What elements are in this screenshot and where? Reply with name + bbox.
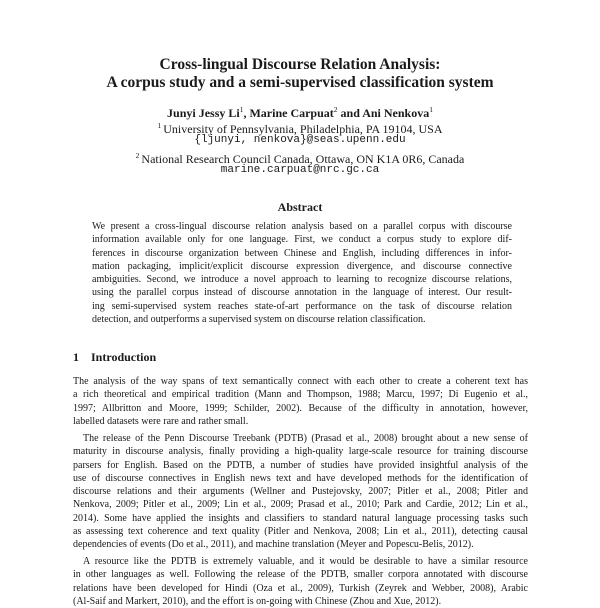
abstract-line: mation packaging, implicit/explicit discourse expression divergence, and discourse connective bbox=[92, 260, 512, 272]
author-affiliation-marker: 1 bbox=[239, 105, 244, 114]
author-separator: , bbox=[243, 106, 250, 120]
paragraph-line: dependencies of events (Do et al., 2011), and machine translation (Meyer and Popescu-Belis, 2012). bbox=[73, 539, 474, 551]
section-heading-introduction bbox=[73, 350, 156, 365]
paragraph-line: as assessing text coherence and text quality (Pitler and Nenkova, 2008; Lin et al., 2011), detecting causal bbox=[73, 526, 528, 538]
intro-paragraph-2 bbox=[73, 432, 528, 552]
paragraph-line: The release of the Penn Discourse Treebank (PDTB) (Prasad et al., 2008) brought about a new sense of bbox=[83, 433, 528, 444]
author-separator: and bbox=[337, 106, 363, 120]
paragraph-line: use of discourse connectives in English news text and have developed methods for the identification of bbox=[73, 472, 528, 484]
paragraph-line: A resource like the PDTB is extremely valuable, and it would be desirable to have a similar resource bbox=[83, 556, 528, 567]
paragraph-line: in other languages as well. Following the release of the PDTB, smaller corpora annotated with discourse bbox=[73, 569, 528, 581]
paper-title-line-1: Cross-lingual Discourse Relation Analysis: bbox=[159, 56, 441, 73]
section-number: 1 bbox=[73, 350, 79, 364]
paragraph-line: discourse relations and their arguments (Wellner and Pustejovsky, 2007; Pitler et al., 2008; Pitler and bbox=[73, 486, 528, 498]
paragraph-line: 2014). Some have applied the insights and classifiers to standard natural language processing tasks such bbox=[73, 512, 528, 524]
author-affiliation-marker: 1 bbox=[429, 105, 433, 114]
paragraph-line: parsers for English. Based on the PDTB, a number of studies have provided insightful analysis of the bbox=[73, 459, 528, 471]
abstract-line: ambiguities. Second, we introduce a novel approach to learning to recognize discourse relations, bbox=[92, 274, 512, 286]
abstract-line: We present a cross-lingual discourse relation analysis based on a parallel corpus with discourse bbox=[92, 221, 512, 232]
paragraph-line: a rich theoretical and empirical tradition (Mann and Thompson, 1988; Marcu, 1997; Di Eugenio et al., bbox=[73, 389, 528, 401]
author-name: Junyi Jessy Li bbox=[167, 106, 240, 120]
abstract-line: using the parallel corpus instead of discourse annotation in the language of interest. Our result- bbox=[92, 287, 512, 299]
author-affiliation-marker: 2 bbox=[333, 105, 338, 114]
affiliation-2-text: National Research Council Canada, Ottawa, ON K1A 0R6, Canada bbox=[141, 152, 465, 166]
section-title: Introduction bbox=[91, 350, 157, 364]
affiliation-1-marker: 1 bbox=[157, 121, 162, 130]
paragraph-line: maturity in discourse analysis, finally providing a high-quality large-scale resource for training discourse bbox=[73, 446, 528, 458]
paper-title-line-2: A corpus study and a semi-supervised classification system bbox=[106, 74, 494, 91]
email-1: {ljunyi, nenkova}@seas.upenn.edu bbox=[194, 134, 406, 146]
abstract-line: ing semi-supervised system reaches state-of-art performance on the task of discourse relation bbox=[92, 300, 512, 312]
paragraph-line: The analysis of the way spans of text semantically connect with each other to create a coherent text has bbox=[73, 376, 528, 387]
paragraph-line: (Al-Saif and Markert, 2010), and the effort is on-going with Chinese (Zhou and Xue, 2012). bbox=[73, 595, 442, 607]
abstract-line: ferences in discourse organization between Chinese and English, including differences in infor- bbox=[92, 247, 512, 259]
author-name: Ani Nenkova bbox=[362, 106, 430, 120]
abstract-line: information available only for one language. First, we conduct a corpus study to explore dif- bbox=[92, 234, 512, 246]
affiliation-2-marker: 2 bbox=[135, 151, 140, 160]
abstract-heading: Abstract bbox=[277, 200, 323, 214]
email-2: marine.carpuat@nrc.gc.ca bbox=[220, 164, 380, 176]
intro-paragraph-3 bbox=[73, 555, 528, 608]
author-name: Marine Carpuat bbox=[249, 106, 334, 120]
abstract-body bbox=[92, 220, 512, 326]
paragraph-line: 1997; Allbritton and Moore, 1999; Schilder, 2002). Because of the difficulty in annotation, however, bbox=[73, 402, 528, 414]
paragraph-line: labelled datasets were rare and rather small. bbox=[73, 415, 249, 427]
intro-paragraph-1 bbox=[73, 375, 528, 428]
affiliation-1-text: University of Pennsylvania, Philadelphia, PA 19104, USA bbox=[163, 122, 443, 136]
paragraph-line: Nenkova, 2009; Pitler et al., 2009; Lin et al., 2009; Prasad et al., 2010; Park and Cardie, 2012; Lin et al., bbox=[73, 499, 528, 511]
paragraph-line: relations have been developed for Hindi (Oza et al., 2009), Turkish (Zeyrek and Webber, 2008), Arabic bbox=[73, 582, 528, 594]
abstract-line: detection, and outperforms a supervised system on discourse relation classification. bbox=[92, 314, 426, 326]
